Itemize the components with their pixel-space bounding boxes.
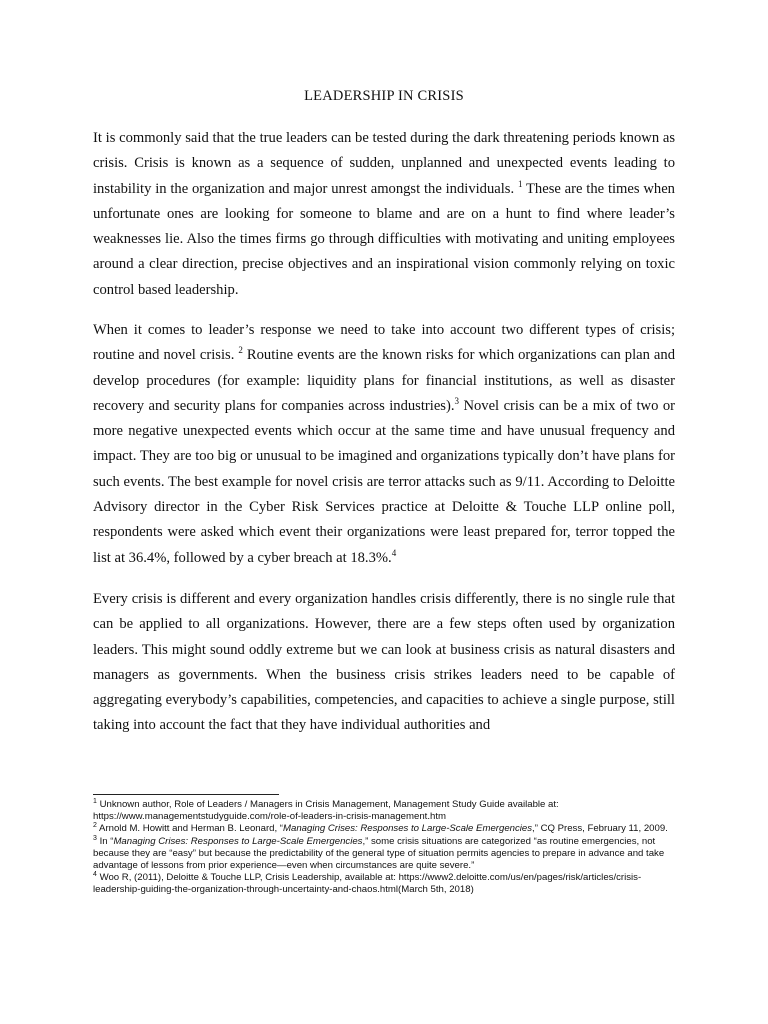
footnote-number: 2 (93, 822, 97, 830)
footnote-number: 3 (93, 834, 97, 842)
text-run: In “ (96, 835, 114, 847)
italic-title: Managing Crises: Responses to Large-Scale Emergencies (283, 823, 533, 835)
footnote-text (93, 836, 664, 871)
footnote-text (93, 799, 559, 822)
text-run: Routine events are the known risks for which organizations can plan and develop procedures (for example: liquidity plans for financial institutions, as well as disaster recovery and security plans for companies across industries). (93, 347, 675, 414)
document-title: LEADERSHIP IN CRISIS (304, 88, 464, 104)
footnote-reference: 1 (517, 178, 523, 189)
text-run: Novel crisis can be a mix of two or more negative unexpected events which occur at the same time and have unusual frequency and impact. They are too big or unusual to be imagined and organizations typically don’t have plans for such events. The best example for novel crisis are terror attacks such as 9/11. According to Deloitte Advisory director in the Cyber Risk Services practice at Deloitte & Touche LLP online poll, respondents were asked which event their organizations were least prepared for, terror topped the list at 36.4%, followed by a cyber breach at 18.3%. (93, 397, 675, 566)
footnote-3 (93, 836, 675, 873)
text-run: It is commonly said that the true leaders can be tested during the dark threatening periods known as crisis. Crisis is known as a sequence of sudden, unplanned and unexpected events leading to instability in the organization and major unrest amongst the individuals. (93, 130, 675, 197)
text-run: Every crisis is different and every organization handles crisis differently, there is no single rule that can be applied to all organizations. However, there are a few steps often used by organization leaders. This might sound oddly extreme but we can look at business crisis as natural disasters and managers as governments. When the business crisis strikes leaders need to be capable of aggregating everybody’s capabilities, competencies, and capacities to achieve a single purpose, still taking into account the fact that they have individual authorities and (93, 591, 675, 734)
paragraph-2 (93, 318, 675, 571)
footnote-reference: 2 (238, 345, 243, 356)
footnote-text (93, 872, 641, 895)
footnote-2 (93, 823, 675, 835)
text-run: Arnold M. Howitt and Herman B. Leonard, “ (96, 823, 284, 835)
text-run: When it comes to leader’s response we need to take into account two different types of crisis; routine and novel crisis. (93, 322, 675, 364)
footnote-number: 4 (93, 871, 97, 879)
italic-title: Managing Crises: Responses to Large-Scale Emergencies (113, 835, 363, 847)
paragraph-3 (93, 587, 675, 739)
text-run: ,” CQ Press, February 11, 2009. (532, 823, 668, 835)
text-run: Woo R, (2011), Deloitte & Touche LLP, Crisis Leadership, available at: https://www2.deloitte.com/us/en/pages/risk/articles/crisis-leadership-guiding-the-organization-through-uncertainty-and-chaos.html(March 5th, 2018) (93, 872, 642, 896)
footnote-separator (93, 794, 279, 795)
footnote-1 (93, 799, 675, 823)
footnote-reference: 4 (391, 547, 397, 558)
footnote-number: 1 (93, 798, 97, 805)
paragraph-1 (93, 126, 675, 303)
footnote-reference: 3 (454, 395, 459, 406)
footnotes (93, 799, 675, 897)
footnote-4 (93, 872, 675, 896)
text-run: These are the times when unfortunate ones are looking for someone to blame and are on a hunt to find where leader’s weaknesses lie. Also the times firms go through difficulties with motivating and uniting employees around a clear direction, precise objectives and an inspirational vision commonly relying on toxic control based leadership. (93, 180, 675, 298)
text-run: Unknown author, Role of Leaders / Managers in Crisis Management, Management Study Guide available at: https://www.managementstudyguide.com/role-of-leaders-in-crisis-management.htm (93, 799, 559, 823)
footnote-text (97, 823, 668, 834)
text-run: ,” some crisis situations are categorized “as routine emergencies, not because they are “easy” but because the predictability of the general type of situation permits agencies to prepare in advance and take advantage of lessons from prior experience—even when circumstances are quite severe.” (93, 835, 665, 872)
